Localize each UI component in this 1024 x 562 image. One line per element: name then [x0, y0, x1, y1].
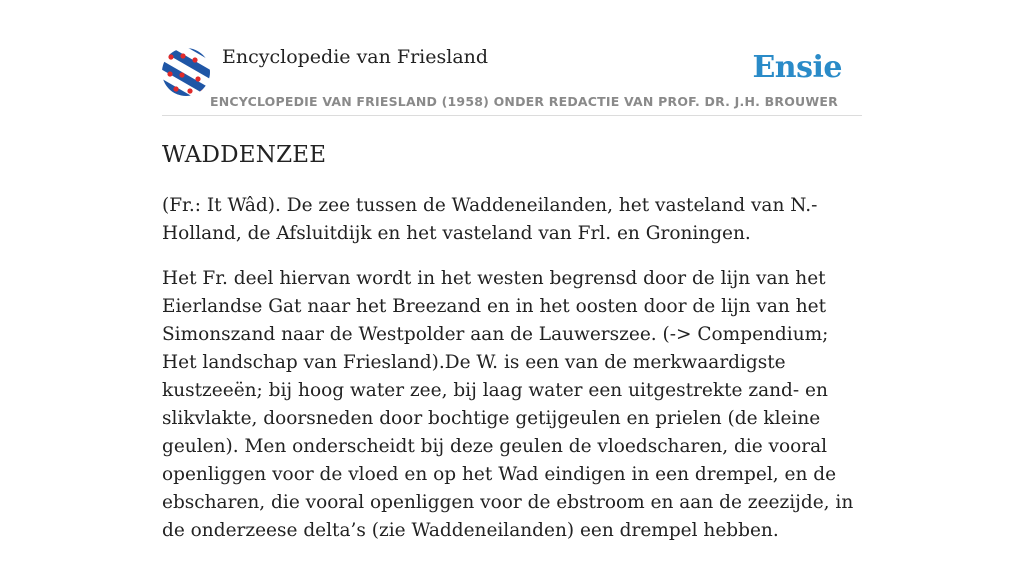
article-title: WADDENZEE — [162, 142, 327, 168]
article — [162, 138, 862, 562]
site-header — [162, 44, 862, 116]
article-paragraph: (Fr.: It Wâd). De zee tussen de Waddeneilanden, het vasteland van N.-Holland, de Afsluitdijk en het vasteland van Frl. en Groningen. — [162, 195, 818, 244]
article-paragraph: Het Fr. deel hiervan wordt in het westen begrensd door de lijn van het Eierlandse Gat naar het Breezand en in het oosten door de lijn van het Simonszand naar de Westpolder aan de Lauwerszee. (-> Compendium; Het landschap van Friesland).De W. is een van de merkwaardigste kustzeeën; bij hoog water zee, bij laag water een uitgestrekte zand- en slikvlakte, doorsneden door bochtige getijgeulen en prielen (de kleine geulen). Men onderscheidt bij deze geulen de vloedscharen, die vooral openliggen voor de vloed en op het Wad eindigen in een drempel, en de ebscharen, die vooral openliggen voor de ebstroom en aan de zeezijde, in de onderzeese delta’s (zie Waddeneilanden) een drempel hebben. — [162, 268, 854, 541]
brand-logo[interactable]: Ensie — [752, 50, 842, 85]
frisian-flag-icon[interactable] — [162, 48, 210, 96]
site-title[interactable]: Encyclopedie van Friesland — [222, 46, 489, 68]
site-subtitle: ENCYCLOPEDIE VAN FRIESLAND (1958) ONDER REDACTIE VAN PROF. DR. J.H. BROUWER — [210, 94, 838, 109]
